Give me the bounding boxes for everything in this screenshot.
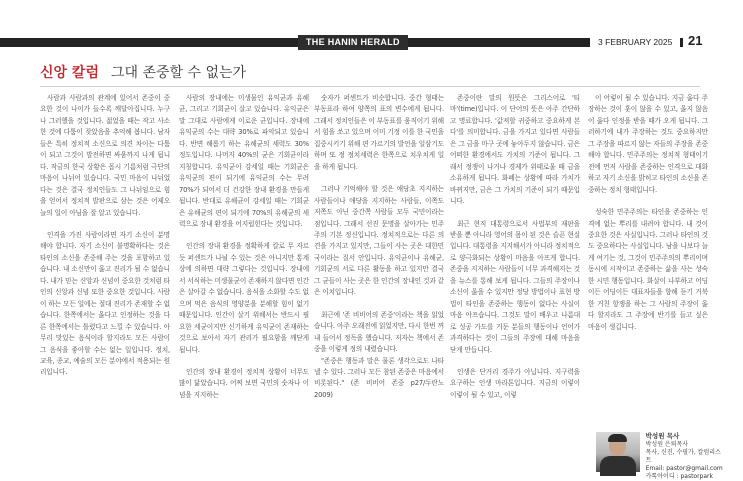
paragraph: 이 어렇이 될 수 있습니다. 지금 옳다 주장하는 것이 훗이 않을 수 있고, 옳지 않음이 옳다 인정을 받을 때가 오게 됩니다. 그러하기에 내가 주장하는 것도 중요하지만 그 주장을 따르지 않는 자들의 주장을 존중해야 합니다. 민주주의는 정치적 형태이기 전에 먼저 사람을 존중하는 인격으로 대화하고 자기 소신을 밝히고 타인의 소신을 존중하는 정치 형태입니다. [588,94,708,194]
title-divider [40,86,700,87]
paragraph: 성숙한 민주주의는 타인을 존중하는 인격에 없는 뿌리를 내려야 합니다. 내 것이 중요한 것은 사실입니다. 그러나 타인의 것도 중요하다는 사실입니다. 남을 나보다 늘게 여기는 것, 그것이 민주주의의 뿌리이며 동시에 시작이고 존중하는 삶을 사는 성숙한 시민 행동입니다. 화살이 나부하고 어딩이든 어딩이든 대표자들을 향해 듣기 거북한 거친 항쟁을 하는 그 사람의 주장이 옳다 할지라도 그 주장에 반기를 들고 싶은 마음이 생깁니다. [588,208,708,331]
column-heading [40,62,246,84]
text-column-2 [179,93,309,401]
author-kakao: 카톡아이디 : pastorpark [645,473,713,480]
paragraph: 사람의 장내에는 미생물인 유익균과 유해균, 그리고 기회균이 살고 있습니다. 유익균은 말 그대로 사람에게 이로운 균입니다. 장내에 유익균의 수는 대략 30%로 파악되고 있습니다. 반면 해롭기 하는 유해균의 세력도 30% 정도입니다. 나머지 40%의 균은 기회균이라 지칭합니다. 유익균이 강세일 때는 기회균은 유익균의 편이 되기에 유익균의 수는 무려 70%가 되어서 더 건강한 장내 환경을 만들게 됩니다. 반대로 유해균이 강세일 때는 기회균은 유해균의 편이 되기에 70%의 유해균의 세력으로 장내 환경을 어지럽힌다는 것입니다. [179,94,309,228]
paragraph: 사람과 사람과의 관계에 있어서 존중이 중요한 것이 나이가 들수록 깨달아집니다. 누구나 그러했을 것입니다. 젊었을 때는 작고 사소한 것에 다툼이 잦았음을 추억해 봅니다. 남자들은 특히 정치적 소신으로 의견 차이는 다툼이 되고 그것이 발전하면 싸움까지 나게 됩니다. 작금의 한국 상황은 몹시 기름처럼 극단의 마음이 나뉘어 있습니다. 국민 마음이 나뉘었다는 것은 결국 정치인들도 그 나뉘임으로 힘을 얻어서 정치적 발판으로 삼는 것은 어제오늘의 일이 아님을 잘 알고 있습니다. [40,94,170,217]
text-column-4 [450,93,580,401]
paragraph: 인격을 가진 사람이라면 자기 소신이 분명해야 합니다. 자기 소신이 불명확하다는 것은 타인의 소신을 존중해 주는 것을 포함하고 있습니다. 내 소신만이 옳고 진리가 될 수 없습니다. 내가 믿는 신앙과 신념이 중요한 것처럼 타인의 신앙과 신념 또한 중요한 것입니다. 사람이 하는 모든 일에는 절대 진리가 존재할 수 없습니다. 한쪽에서는 옳다고 인정하는 것을 다른 한쪽에서는 틀렸다고 느낄 수 있습니다. 아무리 맛있는 음식이라 할지라도 모든 사람이 그 음식을 좋아할 수는 없는 일입니다. 정치, 교육, 종교, 예술의 모든 분야에서 적용되는 원리입니다. [40,230,170,377]
column-title: 그대 존중할 수 없는가 [110,65,247,81]
paragraph: 인생은 단거리 경주가 아닙니다. 지구력을 요구하는 인생 마라톤입니다. 지금의 이렇이 이렇이 될 수 있고, 이렇 [450,367,580,399]
paper-name: THE HANIN HERALD [298,35,408,50]
author-email: Email: pastor@gmail.com [645,465,723,472]
paragraph: "존중은 행동과 말은 물론 생각으로도 나타낼 수 있다. 그러나 모든 참된 존중은 마음에서 비롯된다." (존 비비어 존중 p27/두란노 2009) [314,356,444,399]
issue-date: 3 FEBRUARY 2025 [590,35,680,50]
author-info [645,432,726,480]
author-name: 박성원 목사 [645,432,680,440]
author-line: 박성원 은퇴목사 [645,441,689,448]
author-box [596,432,726,480]
text-column-5 [588,93,708,333]
paragraph: 그러나 기억해야 할 것은 애당초 지지하는 사람들이나 애당을 지지하는 사람들, 이쪽도 저쪽도 아닌 중간쪽 사람들 모두 국민이라는 점입니다. 그래서 선진 문명을 살아가는 민주주의 기본 정신입니다. 정치적으로는 다른 의견을 가지고 있지만, 그들이 사는 곳은 대한민국이라는 질서 안입니다. 유익균이나 유해균, 기회균의 서로 다른 활동을 하고 있지만 결국 그 균들이 사는 곳은 한 인간의 장내인 것과 같은 이치입니다. [314,185,444,297]
column-kicker: 신앙 칼럼 [40,65,99,81]
page-number: 21 [688,33,703,48]
paragraph: 최근 현직 대통령으로서 사법부의 재판을 받을 뿐 아니라 영어의 몸이 된 것은 슬픈 현실입니다. 대통령을 지지해서가 아니라 정치적으로 양극화되는 상황이 마음을 아프게 합니다. 존중을 지지하는 사람들이 너무 과격해지는 것을 뉴스를 통해 보게 됩니다. 그들의 주장이나 소신이 옳을 수 있지만 정당 방법이나 표현 방법이 타인을 존중하는 행동이 없다는 사실이 마음 아프습니다. 그것도 말이 배우고 나름대로 성공 가도를 거둔 분들의 행동이나 언어가 과격하다는 것이 그들의 주장에 대해 마음을 닫게 만듭니다. [450,219,580,354]
paragraph: 인간의 장내 환경이 정치적 상황이 너무도 많이 닮았습니다. 어찌 보면 국민의 숫자나 이념을 지지하는 [179,367,309,399]
text-column-1 [40,93,170,379]
paragraph: 최근에 '존 비비어의 존중'이라는 책을 읽었습니다. 아주 오래전에 읽었지만, 다시 한번 꺼내 들어서 정독을 했습니다. 저자는 책에서 존중을 이렇게 정의 내렸습니다. [314,310,444,354]
text-column-3 [314,93,444,401]
author-line: 목사, 신진, 수필가, 칼럼리스트 [645,449,721,464]
paragraph: 인간의 장내 환경을 정확하게 칼로 무 자르듯 퍼센트가 나뉠 수 있는 것은 아니지만 통계상에 의하면 대략 그렇다는 것입니다. 장내에서 서식하는 미생물균이 존재하지 않다면 인간은 살아갈 수 없습니다. 음식을 소화할 수도 없으며 먹은 음식의 영양분을 분해할 힘이 없기 때문입니다. 인간이 살기 위해서는 반드시 필요한 세균이지만 신기하게 유익균이 존재하는 것으로 보아서 자기 관리가 필요함을 깨닫게 됩니다. [179,242,309,354]
author-photo [596,432,640,472]
paragraph: 숫자가 퍼센트가 비슷합니다. 중간 형태는 부동표라 하여 양쪽의 표의 변수에게 됩니다. 그래서 정치인들은 이 부동표를 움직이기 위해서 힘을 쏘고 있으며 이미 기정 이를 한 국민을 집중시키기 위해 편 가르기의 발언을 일삼기도 하며 또 정 정치세력은 한쪽으로 치우치게 일을 하게 됩니다. [314,94,444,171]
paragraph: 존중이란 말의 원뜻은 그리스어로 '티마'(time)입니다. 이 단어의 뜻은 아주 간단하고 명료합니다. '값져할 귀중하고 중요하게 본다'를 의미합니다. 금을 가지고 있다면 사람들은 그 금을 마구 곳에 놓아두지 않습니다. 금은 어떠한 환경에서도 가치의 기준이 됩니다. 그래서 정쟁이 나거나 경제가 위태로울 때 금을 소유하게 됩니다. 화폐는 상황에 따라 가치가 바뀌지만, 금은 그 가치의 기준이 되기 때문입니다. [450,94,580,206]
